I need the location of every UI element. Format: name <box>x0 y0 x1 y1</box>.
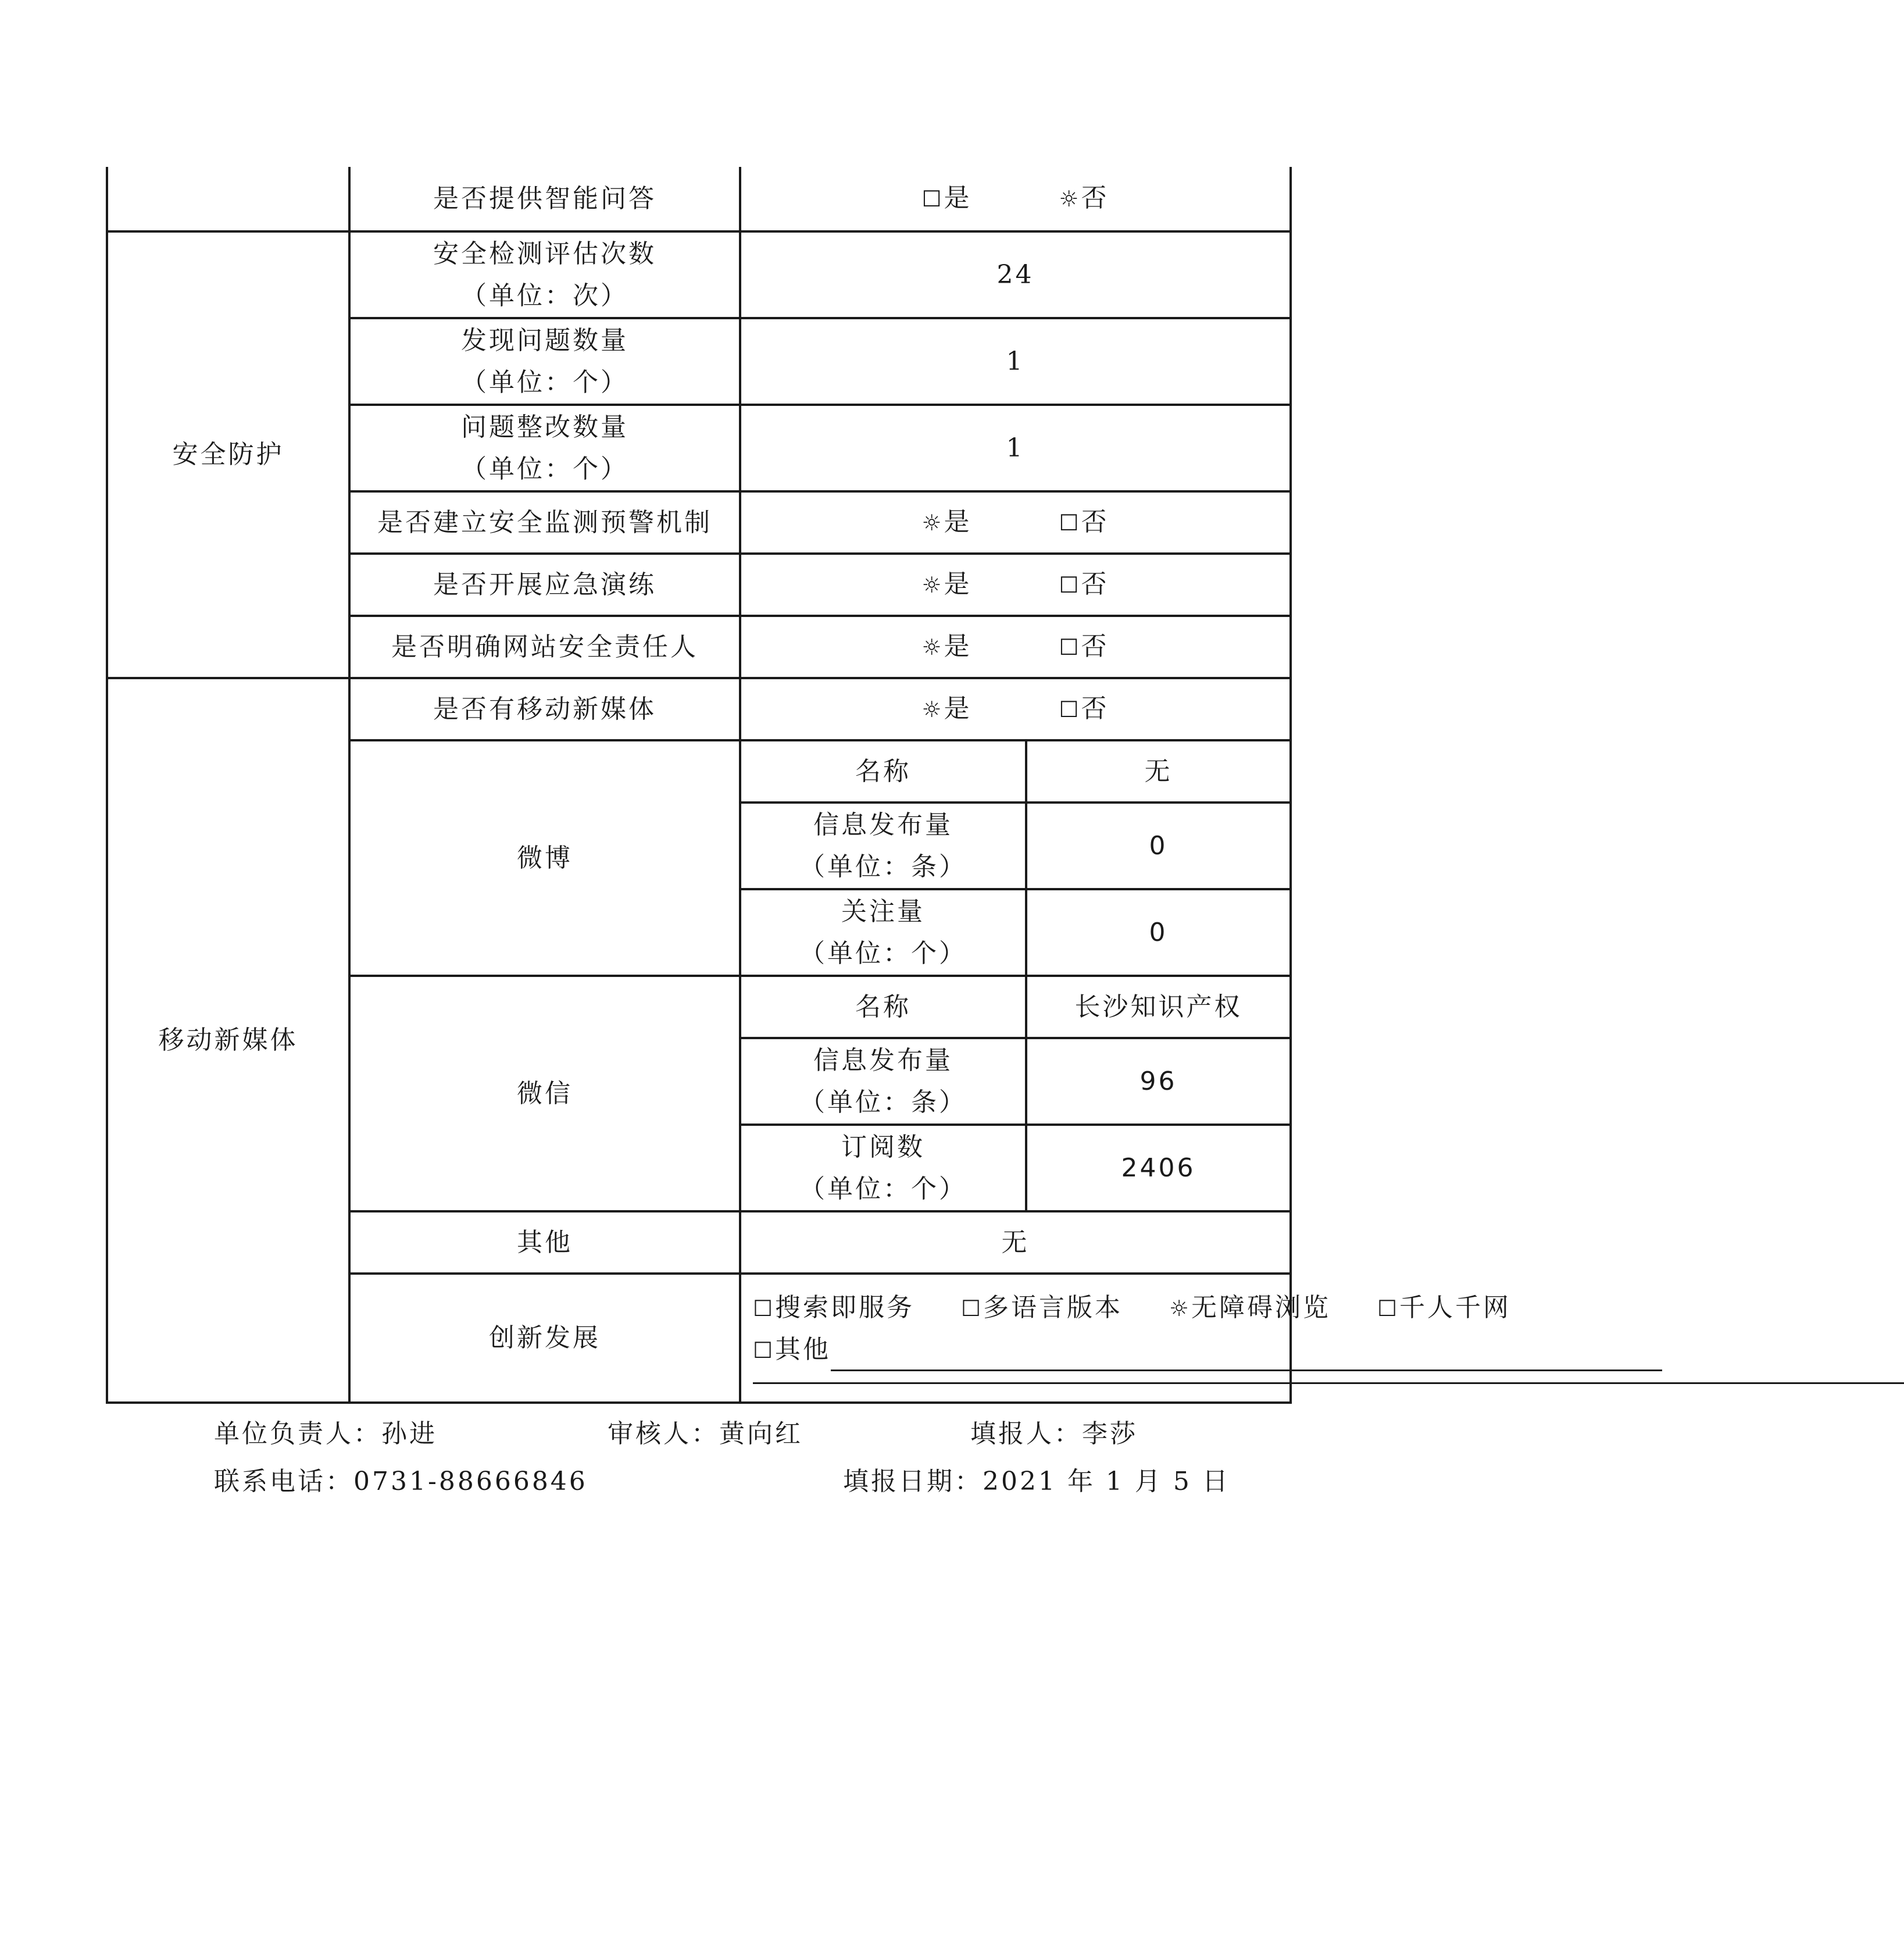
gear-icon[interactable]: ☼ <box>1059 186 1081 212</box>
issues-found-label: 发现问题数量 （单位：个） <box>349 318 740 405</box>
gear-icon[interactable]: ☼ <box>921 697 944 722</box>
footer-head: 单位负责人：孙进 <box>214 1419 437 1449</box>
other-media-label: 其他 <box>349 1211 740 1274</box>
option-label: 是 <box>944 569 972 599</box>
drills-label: 是否开展应急演练 <box>349 554 740 616</box>
option-label: 是 <box>944 694 972 723</box>
eval-count-value: 24 <box>740 231 1291 318</box>
footer-date: 填报日期：2021 年 1 月 5 日 <box>843 1467 1230 1496</box>
option-label: 否 <box>1081 507 1109 537</box>
option-搜索即服务[interactable] <box>753 1287 915 1329</box>
option-否[interactable] <box>1059 501 1109 544</box>
monitoring-label: 是否建立安全监测预警机制 <box>349 491 740 554</box>
option-多语言版本[interactable] <box>961 1287 1123 1329</box>
innovation-option-list <box>753 1287 1511 1329</box>
gear-icon[interactable]: ☼ <box>921 634 944 660</box>
drills-answer <box>740 554 1291 616</box>
checkbox-icon[interactable]: ☐ <box>1377 1295 1400 1321</box>
owner-label: 是否明确网站安全责任人 <box>349 616 740 678</box>
checkbox-icon[interactable]: ☐ <box>1059 572 1081 598</box>
wechat-subs-value: 2406 <box>1026 1125 1291 1211</box>
wechat-label: 微信 <box>349 976 740 1211</box>
option-label: 否 <box>1081 694 1109 723</box>
footer-filler: 填报人：李莎 <box>970 1419 1138 1449</box>
option-是[interactable] <box>922 688 972 730</box>
option-是[interactable] <box>922 563 972 606</box>
gear-icon[interactable]: ☼ <box>921 572 944 598</box>
has-media-label: 是否有移动新媒体 <box>349 678 740 740</box>
option-千人千网[interactable] <box>1377 1287 1511 1329</box>
option-label: 搜索即服务 <box>775 1292 915 1322</box>
option-否[interactable] <box>1059 688 1109 730</box>
weibo-name-label: 名称 <box>740 740 1026 803</box>
option-否[interactable] <box>1059 177 1109 220</box>
option-label: 是 <box>944 632 972 661</box>
option-label: 否 <box>1081 569 1109 599</box>
owner-answer <box>740 616 1291 678</box>
weibo-follow-label: 关注量 （单位：个） <box>740 889 1026 976</box>
smart-qa-answer <box>740 167 1291 231</box>
option-label: 无障碍浏览 <box>1191 1292 1331 1322</box>
gear-icon[interactable]: ☼ <box>921 510 944 536</box>
weibo-posts-label: 信息发布量 （单位：条） <box>740 803 1026 889</box>
other-fill-line[interactable] <box>831 1340 1662 1371</box>
option-label: 多语言版本 <box>983 1292 1123 1322</box>
weibo-label: 微博 <box>349 740 740 976</box>
checkbox-icon[interactable]: ☐ <box>753 1295 776 1321</box>
option-label: 是 <box>944 507 972 537</box>
option-label: 千人千网 <box>1399 1292 1511 1322</box>
weibo-posts-value: 0 <box>1026 803 1291 889</box>
footer-phone: 联系电话：0731-88666846 <box>214 1467 588 1496</box>
extra-fill-line <box>753 1382 1904 1384</box>
monitoring-answer <box>740 491 1291 554</box>
option-否[interactable] <box>1059 626 1109 668</box>
security-group-label: 安全防护 <box>107 231 349 678</box>
option-否[interactable] <box>1059 563 1109 606</box>
issues-fixed-value: 1 <box>740 405 1291 491</box>
wechat-posts-label: 信息发布量 （单位：条） <box>740 1038 1026 1125</box>
weibo-follow-value: 0 <box>1026 889 1291 976</box>
option-无障碍浏览[interactable] <box>1169 1287 1331 1329</box>
option-label: 是 <box>944 183 972 213</box>
report-table <box>106 167 1511 1404</box>
has-media-answer <box>740 678 1291 740</box>
weibo-name-value: 无 <box>1026 740 1291 803</box>
issues-found-value: 1 <box>740 318 1291 405</box>
option-label: 否 <box>1081 632 1109 661</box>
eval-count-label: 安全检测评估次数 （单位：次） <box>349 231 740 318</box>
innovation-options <box>740 1274 1511 1403</box>
checkbox-icon[interactable]: ☐ <box>1059 634 1081 660</box>
innovation-other: ☐其他 <box>753 1329 1278 1371</box>
innovation-group-label: 创新发展 <box>349 1274 740 1403</box>
wechat-subs-label: 订阅数 （单位：个） <box>740 1125 1026 1211</box>
option-是[interactable] <box>922 626 972 668</box>
checkbox-icon[interactable]: ☐ <box>753 1337 776 1363</box>
issues-fixed-label: 问题整改数量 （单位：个） <box>349 405 740 491</box>
checkbox-icon[interactable]: ☐ <box>921 186 944 212</box>
footer-reviewer: 审核人：黄向红 <box>608 1419 803 1449</box>
wechat-posts-value: 96 <box>1026 1038 1291 1125</box>
wechat-name-label: 名称 <box>740 976 1026 1038</box>
wechat-name-value: 长沙知识产权 <box>1026 976 1291 1038</box>
smart-qa-label: 是否提供智能问答 <box>349 167 740 231</box>
checkbox-icon[interactable]: ☐ <box>1059 697 1081 722</box>
other-media-value: 无 <box>740 1211 1291 1274</box>
checkbox-icon[interactable]: ☐ <box>1059 510 1081 536</box>
gear-icon[interactable]: ☼ <box>1169 1295 1192 1321</box>
checkbox-icon[interactable]: ☐ <box>961 1295 984 1321</box>
option-是[interactable] <box>922 501 972 544</box>
group-cell-continued <box>107 167 349 231</box>
media-group-label: 移动新媒体 <box>107 678 349 1403</box>
option-label: 否 <box>1081 183 1109 213</box>
option-是[interactable] <box>922 177 972 220</box>
